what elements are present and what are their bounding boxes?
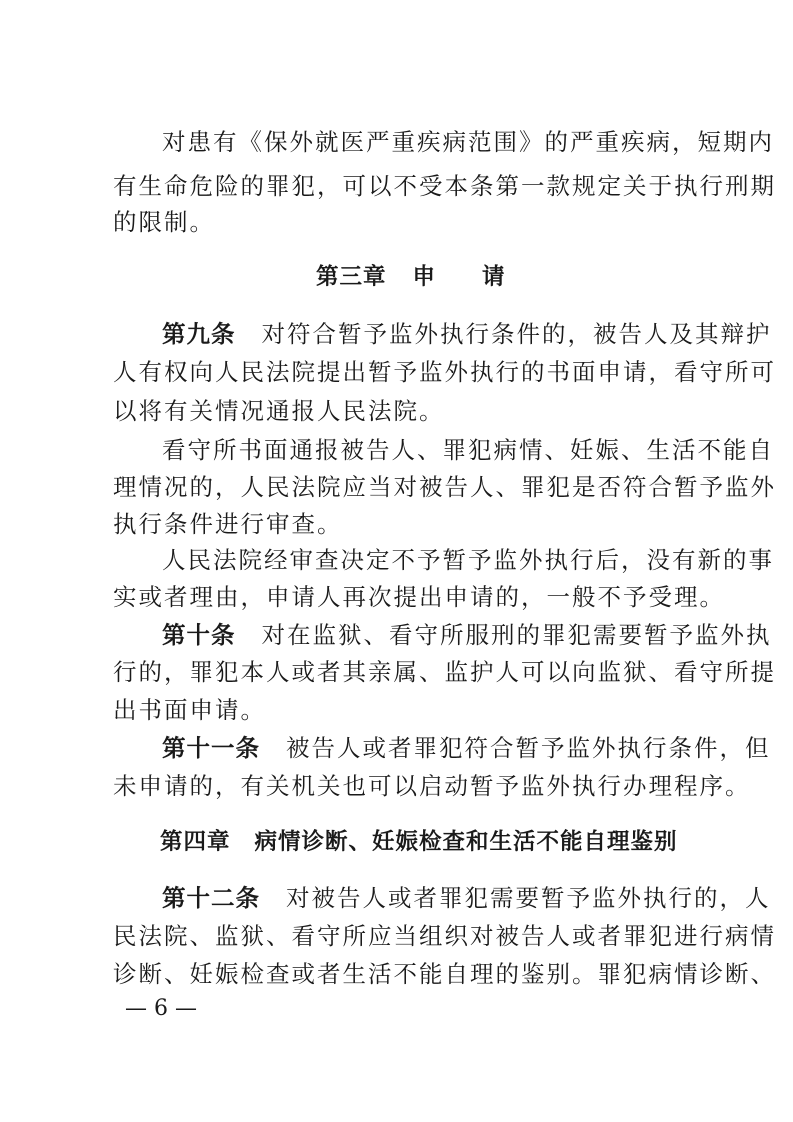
page-number: — 6 — [125,996,197,1021]
paragraph-line: 看守所书面通报被告人、罪犯病情、妊娠、生活不能自 [162,436,774,464]
article-label: 第九条 [162,320,236,348]
paragraph-line: 对患有《保外就医严重疾病范围》的严重疾病，短期内 [162,128,774,156]
paragraph-line: 的限制。 [113,208,215,236]
paragraph-line: 理情况的，人民法院应当对被告人、罪犯是否符合暂予监外 [113,473,776,501]
article-text: 对符合暂予监外执行条件的，被告人及其辩护 [261,320,772,348]
paragraph-line: 行的，罪犯本人或者其亲属、监护人可以向监狱、看守所提 [113,658,776,686]
chapter-title: 请 [482,264,506,290]
chapter-number: 第四章 [160,829,231,855]
article-text: 对在监狱、看守所服刑的罪犯需要暂予监外执 [261,621,772,649]
article-line [162,319,772,349]
article-label: 第十二条 [162,884,260,912]
article-line [162,883,771,913]
article-label: 第十条 [162,621,236,649]
paragraph-line: 出书面申请。 [113,696,266,724]
chapter-title: 病情诊断、妊娠检查和生活不能自理鉴别 [254,829,678,855]
paragraph-line: 实或者理由，申请人再次提出申请的，一般不予受理。 [113,583,725,611]
paragraph-line: 未申请的，有关机关也可以启动暂予监外执行办理程序。 [113,772,751,800]
paragraph-line: 执行条件进行审查。 [113,510,343,538]
chapter-heading [160,827,678,857]
chapter-number: 第三章 [316,264,387,290]
chapter-title: 申 [412,264,437,290]
article-line [162,620,772,650]
article-text: 对被告人或者罪犯需要暂予监外执行的，人 [286,884,771,912]
paragraph-line: 人民法院经审查决定不予暂予监外执行后，没有新的事 [162,546,774,574]
paragraph-line: 有生命危险的罪犯，可以不受本条第一款规定关于执行刑期 [113,172,776,200]
paragraph-line: 诊断、妊娠检查或者生活不能自理的鉴别。罪犯病情诊断、 [113,960,776,988]
article-line [162,733,771,763]
paragraph-line: 以将有关情况通报人民法院。 [113,397,445,425]
paragraph-line: 民法院、监狱、看守所应当组织对被告人或者罪犯进行病情 [113,922,776,950]
chapter-heading [316,262,506,292]
article-label: 第十一条 [162,734,260,762]
paragraph-line: 人有权向人民法院提出暂予监外执行的书面申请，看守所可 [113,358,776,386]
article-text: 被告人或者罪犯符合暂予监外执行条件，但 [286,734,771,762]
